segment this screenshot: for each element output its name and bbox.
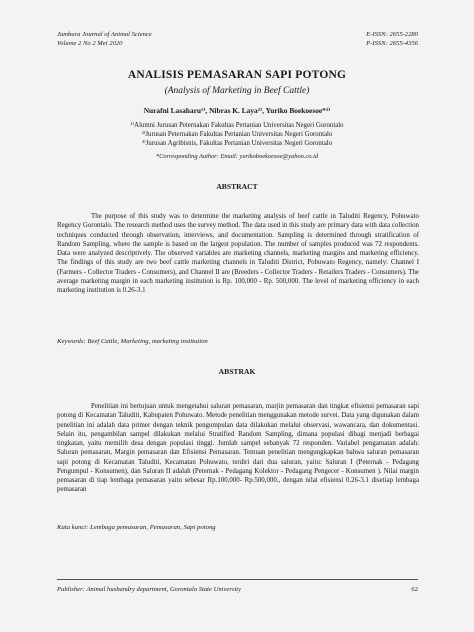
affiliations: [0, 121, 474, 149]
abstract-body: [57, 212, 419, 295]
pissn: P-ISSN: 2655-4356: [366, 39, 418, 47]
abstrak-body: [57, 402, 419, 495]
running-header-left: [57, 31, 152, 48]
author-list: Nurafni Lasaharu¹⁾, Nibras K. Laya²⁾, Yuriko Boekoesoe*³⁾: [143, 106, 331, 115]
running-header-right: [366, 31, 418, 48]
journal-volume: Volume 2 No 2 Mei 2020: [57, 39, 123, 47]
page-number: 62: [411, 586, 418, 593]
footer-publisher: Publisher: Animal husbandry department, Gorontalo State University: [57, 586, 242, 593]
footer-divider: [57, 579, 418, 580]
affiliation-1: ¹⁾Alumni Jurusan Peternakan Fakultas Pertanian Universitas Negeri Gorontalo: [130, 122, 344, 129]
paper-subtitle: (Analysis of Marketing in Beef Cattle): [164, 86, 310, 96]
abstrak-keywords: Kata kunci: Lembaga pemasaran, Pemasaran, Sapi potong: [57, 524, 216, 531]
corresponding-author: *Corresponding Author: Email: yurikoboekoesoe@yahoo.co.id: [155, 153, 319, 160]
abstrak-heading: ABSTRAK: [218, 367, 256, 376]
paper-title: ANALISIS PEMASARAN SAPI POTONG: [127, 69, 347, 81]
abstrak-text: Penelitian ini bertujuan untuk mengetahui saluran pemasaran, marjin pemasaran dan tingkat efisiensi pemasaran sapi potong di Kecamatan Taluditi, Kabupaten Pohuwato. Metode penelitian menggunakan metode survei. Data yang digunakan dalam penelitian ini adalah data primer dengan teknik pengumpulan data dilakukan melalui observasi, wawancara, dan dokumentasi. Selain itu, pengambilan sampel dilakukan melalui Stratified Random Sampling, dimana populasi dibagi menjadi berbagai tingkatan, yaitu memilih desa dengan populasi tinggi. Jumlah sampel sebanyak 72 responden. Variabel pengamatan adalah: Saluran pemasaran, Margin pemasaran dan Efisiensi Pemasaran. Temuan penelitian mengungkapkan bahwa saluran pemasaran sapi potong di Kecamatan Taluditi, Kecamatan Pohuwato, terdiri dari dua saluran, yaitu: Saluran I (Peternak - Pedagang Pengumpul - Konsumen), dan Saluran II adalah (Peternak - Pedagang Kolektor - Pedagang Pengecer - Konsumen ). Nilai margin pemasaran di tiap lembaga pemasaran yaitu sebesar Rp.100,000- Rp.500,000., dengan nilai efisiensi 0.26-3.1 disetiap lembaga pemasaran: [57, 403, 419, 494]
affiliation-3: ³⁾Jurusan Agribisnis, Fakultas Pertanian Universitas Negeri Gorontalo: [141, 140, 333, 148]
abstract-text: The purpose of this study was to determine the marketing analysis of beef cattle in Taluditi Regency, Pohuwato Regency Gorontalo. The research method uses the survey method. The data used in this study are primary data with data collection techniques conducted through observation, interviews, and documentation. Sampling is determined through stratification of Random Sampling, where the sample is based on the largest population. The number of samples produced was 72 respondents. Data were analyzed descriptively. The observed variables are marketing channels, marketing margins and marketing efficiency. The findings of this study are two beef cattle marketing channels in Taluditi District, Pohuwato Regency, namely: Channel I (Farmers - Collector Traders - Consumers), and Channel II are (Breeders - Collector Traders - Retailers Traders - Consumers). The average marketing margin in each marketing institution is Rp. 100,000 - Rp. 500,000. The level of marketing efficiency in each marketing institution is 0.26-3.1: [57, 213, 419, 294]
eissn: E-ISSN: 2655-2280: [366, 31, 418, 38]
affiliation-2: ²⁾Jurusan Peternakan Fakultas Pertanian Universitas Negeri Gorontalo: [141, 131, 333, 139]
abstract-keywords: Keywords: Beef Cattle, Marketing, marketing institution: [57, 338, 208, 345]
abstract-heading: ABSTRACT: [216, 182, 258, 191]
journal-name: Jambura Journal of Animal Science: [57, 31, 152, 38]
